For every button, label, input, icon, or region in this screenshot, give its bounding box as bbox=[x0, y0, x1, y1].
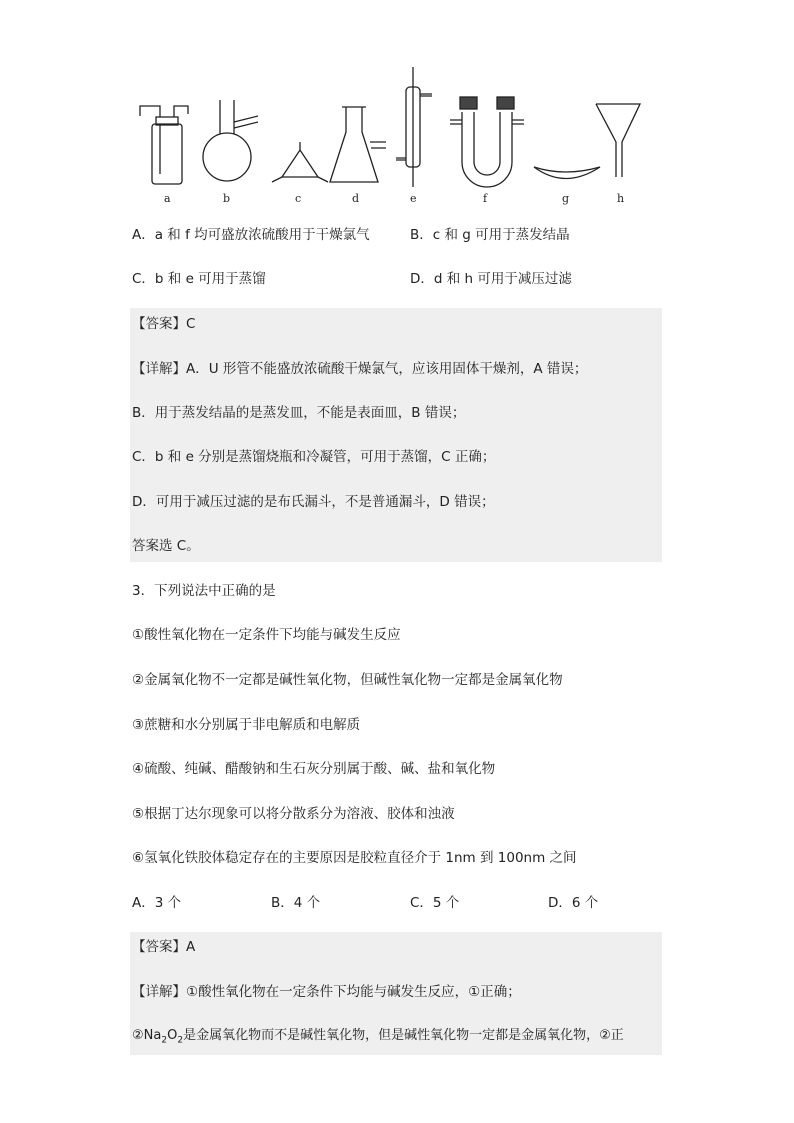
q3-option-d: D．6 个 bbox=[548, 895, 599, 911]
watch-glass-icon bbox=[534, 167, 600, 179]
q2-explain-c: C．b 和 e 分别是蒸馏烧瓶和冷凝管，可用于蒸馏，C 正确； bbox=[132, 449, 496, 465]
q2-option-b: B．c 和 g 可用于蒸发结晶 bbox=[410, 227, 570, 243]
q2-conclusion: 答案选 C。 bbox=[132, 538, 200, 554]
clay-triangle-icon bbox=[272, 142, 328, 182]
q2-option-c: C．b 和 e 可用于蒸馏 bbox=[132, 271, 266, 287]
label-c: c bbox=[295, 192, 302, 205]
q3-item-2: ②金属氧化物不一定都是碱性氧化物，但碱性氧化物一定都是金属氧化物 bbox=[132, 672, 563, 688]
apparatus-figure bbox=[132, 62, 652, 207]
q3-explain-2-mid: O bbox=[167, 1028, 178, 1043]
label-g: g bbox=[562, 192, 570, 205]
q3-item-1: ①酸性氧化物在一定条件下均能与碱发生反应 bbox=[132, 627, 401, 643]
gas-washing-bottle-icon bbox=[140, 106, 188, 184]
label-f: f bbox=[483, 192, 488, 205]
q3-answer: 【答案】A bbox=[132, 939, 196, 955]
q2-option-d: D．d 和 h 可用于减压过滤 bbox=[410, 271, 572, 287]
q2-explain-b: B．用于蒸发结晶的是蒸发皿，不能是表面皿，B 错误； bbox=[132, 405, 466, 421]
q2-answer: 【答案】C bbox=[132, 316, 196, 332]
q2-option-a: A．a 和 f 均可盛放浓硫酸用于干燥氯气 bbox=[132, 227, 370, 243]
label-d: d bbox=[352, 192, 360, 205]
q3-explain-2-pre: ②Na bbox=[132, 1028, 162, 1043]
q3-item-6: ⑥氢氧化铁胶体稳定存在的主要原因是胶粒直径介于 1nm 到 100nm 之间 bbox=[132, 850, 577, 866]
q3-explain-2 bbox=[132, 1027, 624, 1050]
q3-explain-1: 【详解】①酸性氧化物在一定条件下均能与碱发生反应，①正确； bbox=[132, 984, 521, 1000]
q3-stem: 3．下列说法中正确的是 bbox=[132, 583, 276, 599]
q3-explain-2-sub1: 2 bbox=[161, 1035, 168, 1046]
q3-item-3: ③蔗糖和水分别属于非电解质和电解质 bbox=[132, 717, 361, 733]
label-b: b bbox=[223, 192, 231, 205]
u-tube-icon bbox=[450, 97, 524, 187]
suction-flask-icon bbox=[330, 107, 386, 182]
q2-explain-d: D．可用于减压过滤的是布氏漏斗，不是普通漏斗，D 错误； bbox=[132, 494, 495, 510]
q3-option-a: A．3 个 bbox=[132, 895, 182, 911]
label-e: e bbox=[410, 192, 417, 205]
q3-option-c: C．5 个 bbox=[410, 895, 460, 911]
q2-answer-box bbox=[130, 308, 662, 562]
q3-item-4: ④硫酸、纯碱、醋酸钠和生石灰分别属于酸、碱、盐和氧化物 bbox=[132, 761, 496, 777]
q3-item-5: ⑤根据丁达尔现象可以将分散系分为溶液、胶体和浊液 bbox=[132, 806, 455, 822]
distillation-flask-icon bbox=[203, 100, 258, 181]
q3-option-b: B．4 个 bbox=[271, 895, 321, 911]
q3-answer-box bbox=[130, 932, 662, 1055]
funnel-icon bbox=[596, 104, 640, 177]
label-h: h bbox=[617, 192, 625, 205]
q2-explain-a: 【详解】A．U 形管不能盛放浓硫酸干燥氯气，应该用固体干燥剂，A 错误； bbox=[132, 361, 588, 377]
q3-explain-2-sub2: 2 bbox=[177, 1035, 184, 1046]
condenser-icon bbox=[396, 67, 432, 187]
label-a: a bbox=[164, 192, 171, 205]
q3-explain-2-post: 是金属氧化物而不是碱性氧化物，但是碱性氧化物一定都是金属氧化物，②正 bbox=[183, 1028, 624, 1043]
